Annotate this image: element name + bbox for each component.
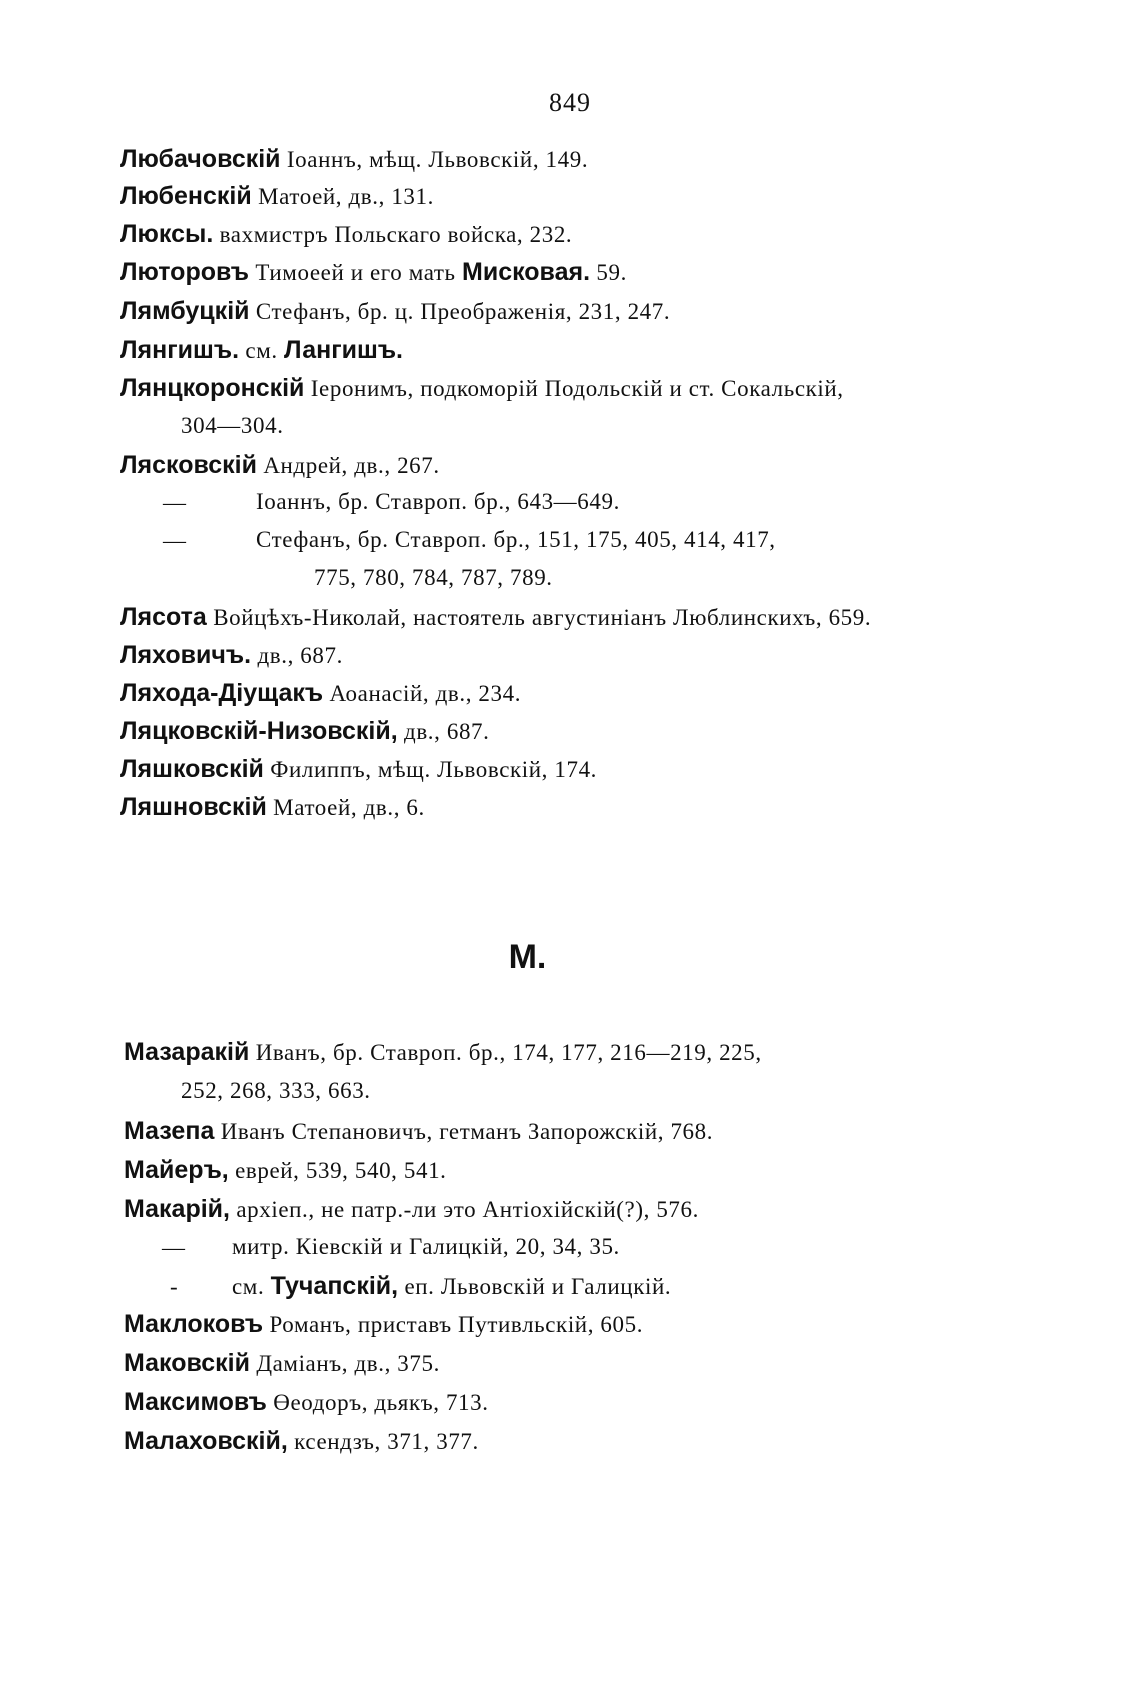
- index-entry-continuation: 304—304.: [181, 413, 284, 438]
- index-entry-continuation: 252, 268, 333, 663.: [181, 1078, 371, 1103]
- ditto-dash: -: [170, 1274, 178, 1299]
- ditto-dash: —: [163, 528, 186, 553]
- index-entry: Лясковскій Андрей, дв., 267.: [120, 451, 440, 479]
- index-subentry: Іоаннъ, бр. Ставроп. бр., 643—649.: [256, 489, 620, 514]
- index-entry: Ляховичъ. дв., 687.: [120, 641, 343, 669]
- index-entry: Лясота Войцѣхъ-Николай, настоятель августиніанъ Люблинскихъ, 659.: [120, 603, 872, 631]
- index-entry: Люксы. вахмистръ Польскаго войска, 232.: [120, 220, 573, 248]
- index-entry: Маковскій Даміанъ, дв., 375.: [124, 1349, 440, 1377]
- index-entry: Ляцковскій-Низовскій, дв., 687.: [120, 717, 490, 745]
- index-entry: Мазепа Иванъ Степановичъ, гетманъ Запорожскій, 768.: [124, 1117, 714, 1145]
- index-entry: Лямбуцкій Стефанъ, бр. ц. Преображенія, 231, 247.: [120, 297, 671, 325]
- ditto-dash: —: [162, 1235, 185, 1260]
- index-entry: Мазаракій Иванъ, бр. Ставроп. бр., 174, 177, 216—219, 225,: [124, 1038, 762, 1066]
- index-entry: Ляхода-Діущакъ Аоанасій, дв., 234.: [120, 679, 522, 707]
- page-number: 849: [549, 88, 591, 117]
- ditto-dash: —: [163, 490, 186, 515]
- index-entry: Любачовскій Іоаннъ, мѣщ. Львовскій, 149.: [120, 145, 589, 173]
- index-entry: Майеръ, еврей, 539, 540, 541.: [124, 1156, 447, 1184]
- index-entry: Ляшновскій Матоей, дв., 6.: [120, 793, 425, 821]
- index-entry: Малаховскій, ксендзъ, 371, 377.: [124, 1427, 479, 1455]
- index-entry: Макарій, архіеп., не патр.-ли это Антіохійскій(?), 576.: [124, 1195, 699, 1223]
- index-entry: Максимовъ Өеодоръ, дьякъ, 713.: [124, 1388, 489, 1416]
- index-entry-continuation: 775, 780, 784, 787, 789.: [314, 565, 553, 590]
- index-entry: Люторовъ Тимоеей и его мать Мисковая. 59.: [120, 258, 627, 286]
- index-subentry: Стефанъ, бр. Ставроп. бр., 151, 175, 405, 414, 417,: [256, 527, 776, 552]
- index-entry: Маклоковъ Романъ, приставъ Путивльскій, 605.: [124, 1310, 644, 1338]
- index-entry: Лянцкоронскій Іеронимъ, подкоморій Подольскій и ст. Сокальскій,: [120, 374, 844, 402]
- index-entry: Лянгишъ. см. Лангишъ.: [120, 336, 404, 364]
- index-subentry: см. Тучапскій, еп. Львовскій и Галицкій.: [232, 1272, 672, 1300]
- index-entry: Любенскій Матоей, дв., 131.: [120, 182, 434, 210]
- section-heading: М.: [508, 938, 547, 976]
- index-entry: Ляшковскій Филиппъ, мѣщ. Львовскій, 174.: [120, 755, 598, 783]
- index-subentry: митр. Кіевскій и Галицкій, 20, 34, 35.: [232, 1234, 620, 1259]
